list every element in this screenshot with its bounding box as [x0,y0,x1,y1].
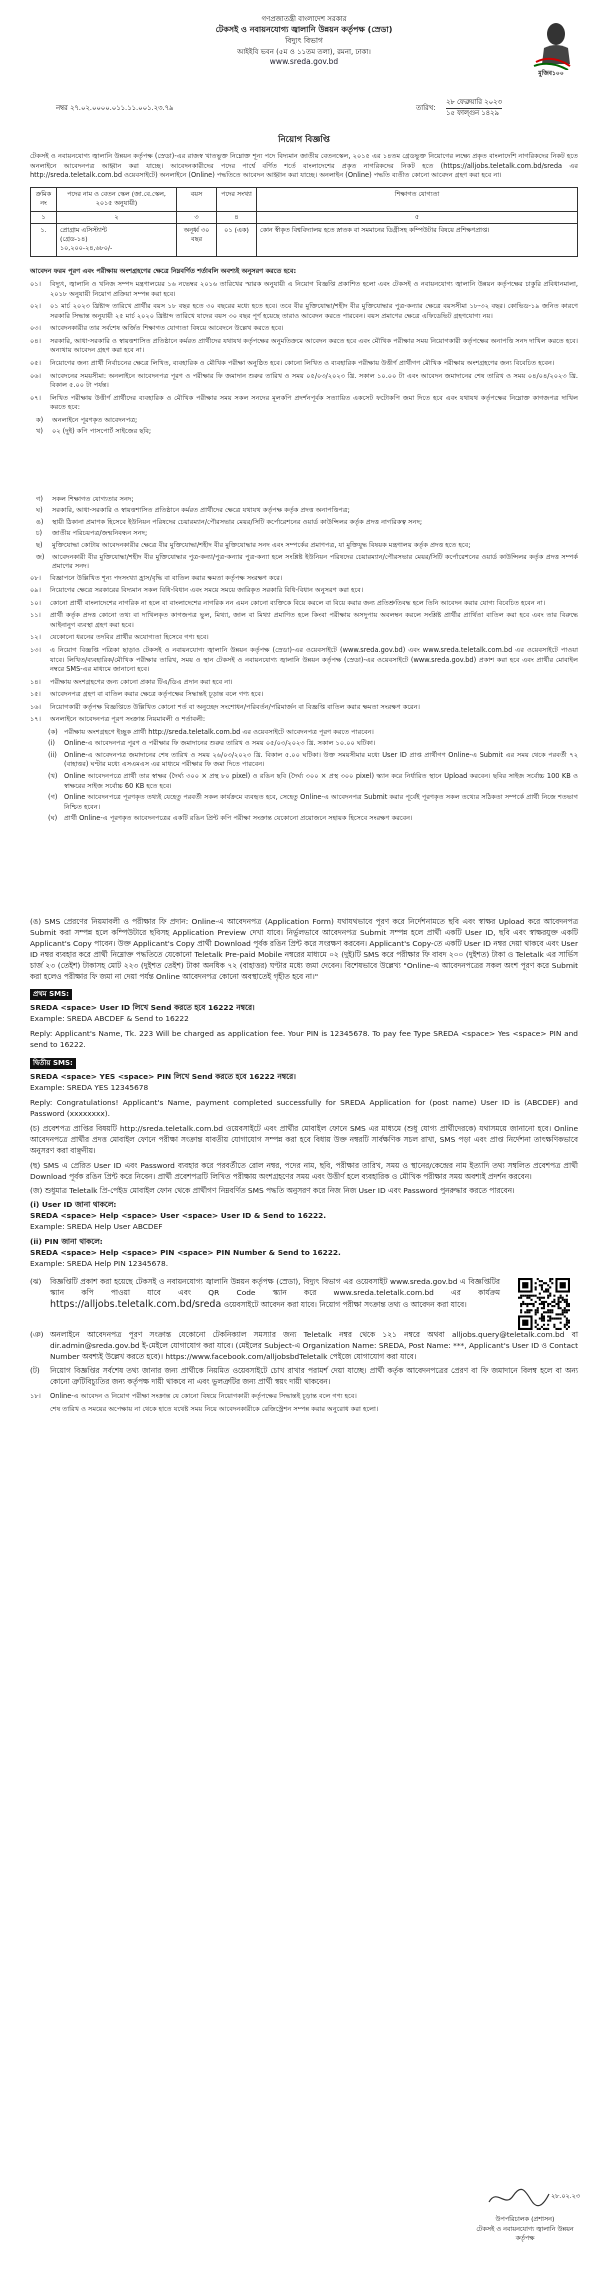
list-item [30,529,578,539]
item-text: প্রার্থী Online-এ পূরণকৃত আবেদনপত্রের একটি রঙিন প্রিন্ট কপি পরীক্ষা সংক্রান্ত যেকোনো প্রয়োজনে সহায়ক হিসেবে সংরক্ষণ করবেন। [64,814,413,823]
qr-section [30,1276,578,1312]
first-sms-label: প্রথম SMS: [30,989,72,1000]
table-header-row [31,187,578,211]
sms-section [30,916,578,1388]
recovery-user-id-code: SREDA <space> Help <space> User <space> User ID & Send to 16222. [30,1211,327,1220]
item-text: সরকারি, আধা-সরকারি ও স্বায়ত্তশাসিত প্রতিষ্ঠানে কর্মরত প্রার্থীদের যথাযথ কর্তৃপক্ষের অনুমতিক্রমে আবেদন করতে হবে এবং মৌখিক পরীক্ষার সময় নিয়োগকারী কর্তৃপক্ষের অনাপত্তি সনদ দাখিল করতে হবে। অন্যথায় আবেদন গ্রহণ করা হবে না। [50,336,578,355]
list-item [30,814,578,824]
qr-text-before: বিজ্ঞপ্তিটি প্রকাশ করা হয়েছে টেকসই ও নবায়নযোগ্য জ্বালানি উন্নয়ন কর্তৃপক্ষ (স্রেডা), বিদ্যুৎ বিভাগ এর ওয়েবসাইট www.sreda.gov.bd এ বিজ্ঞপ্তিটির স্ক্যান কপি পাওয়া যাবে এবং QR Code স্ক্যান করে www.sreda.teletalk.com.bd এর কার্যক্রম [50,1276,500,1297]
item-text: নিয়োগের জন্য প্রার্থী নির্বাচনের ক্ষেত্রে লিখিত, ব্যবহারিক ও মৌখিক পরীক্ষা অনুষ্ঠিত হবে। কোনো লিখিত ও ব্যবহারিক পরীক্ষায় উত্তীর্ণ প্রার্থীগণ মৌখিক পরীক্ষায় অংশগ্রহণের জন্য বিবেচিত হবেন। [50,359,555,368]
item-number: ০৩। [30,324,41,333]
item-number: ১৬। [30,702,41,711]
qr-code-icon[interactable] [518,1278,570,1330]
item-number: ১৭। [30,715,41,724]
item-number: ১৩। [30,645,41,654]
list-item [30,324,578,334]
list-item [30,793,578,812]
item-number: চ) [36,529,43,538]
col-count: পদের সংখ্যা [217,187,257,211]
item-text: সকল শিক্ষাগত যোগ্যতার সনদ; [52,494,134,503]
list-item [30,715,578,725]
blank-gap [30,439,578,495]
row-post [57,223,177,256]
item-number: (ট) [30,1366,40,1376]
second-sms-example: Example: SREDA YES 12345678 [30,1082,149,1092]
list-item [30,553,578,572]
conditions-list [30,280,578,413]
alljobs-link[interactable]: https://alljobs.teletalk.com.bd/sreda [50,1298,222,1310]
item-text: অনলাইনে পূরণকৃত আবেদনপত্র; [52,415,138,424]
qr-paragraph [30,1276,500,1312]
item-number: (i) [48,739,55,748]
col-number: ৪ [217,211,257,223]
item-text: স্থায়ী ঠিকানা প্রমাণক হিসেবে ইউনিয়ন পরিষদের চেয়ারম্যান/পৌরসভার মেয়র/সিটি কর্পোরেশনের ওয়ার্ড কাউন্সিলর কর্তৃক প্রদত্ত নাগরিকত্ব সনদ; [52,517,423,526]
list-item [30,728,578,738]
user-id-paragraph: (ছ) SMS এ প্রেরিত User ID এবং Password ব্যবহার করে পরবর্তীতে রোল নম্বর, পদের নাম, ছবি, পরীক্ষার তারিখ, সময় ও স্থানের/কেন্দ্রের নাম ইত্যাদি তথ্য সম্বলিত প্রবেশপত্র প্রার্থী Download পূর্বক রঙিন প্রিন্ট করে নিবেন। প্রার্থী প্রবেশপত্রটি লিখিত পরীক্ষায় অংশগ্রহণের সময় এবং উত্তীর্ণ হলে ব্যবহারিক ও মৌখিক পরীক্ষার সময় অবশ্যই প্রদর্শন করবেন। [30,1160,578,1181]
post-scale: ১০,২০০-২৪,৬৮০/- [60,244,113,253]
list-item [30,427,578,437]
col-serial: ক্রমিক নং [31,187,57,211]
item-number: ক) [36,415,44,424]
item-text: মুক্তিযোদ্ধা কোটায় আবেদনকারীর ক্ষেত্রে বীর মুক্তিযোদ্ধা/শহীদ বীর মুক্তিযোদ্ধার সনদ এবং সম্পর্কের প্রমাণপত্র, যা মুক্তিযুদ্ধ বিষয়ক মন্ত্রণালয় কর্তৃক প্রদত্ত হতে হবে; [52,541,471,550]
col-qualification: শিক্ষাগত যোগ্যতা [257,187,578,211]
item-number: জ) [36,552,45,561]
item-text: লিখিত পরীক্ষায় উত্তীর্ণ প্রার্থীদের ব্যবহারিক ও মৌখিক পরীক্ষার সময় সকল সনদের মূলকপি প্রদর্শনপূর্বক সত্যায়িত একসেট ফটোকপি জমা দিতে হবে এবং যথাযথ কর্তৃপক্ষের নিম্নোক্ত কাগজপত্র দাখিল করতে হবে: [50,393,578,412]
list-item [30,574,578,584]
list-item [30,359,578,369]
item-number: (ক) [48,727,58,736]
item-text: বিদ্যুৎ, জ্বালানি ও খনিজ সম্পদ মন্ত্রণালয়ের ১৬ নভেম্বর ২০১৬ তারিখের স্মারক অনুযায়ী এ নিয়োগ বিজ্ঞপ্তি প্রকাশিত হলো এবং টেকসই ও নবায়নযোগ্য জ্বালানি উন্নয়ন কর্তৃপক্ষের চাকুরি প্রবিধানমালা, ২০১৮ অনুযায়ী নিয়োগ প্রক্রিয়া সম্পন্ন করা হবে। [50,280,578,298]
col-number: ১ [31,211,57,223]
list-item [30,703,578,713]
closing-note: শেষ তারিখ ও সময়ের অপেক্ষায় না থেকে হাতে যথেষ্ট সময় নিয়ে আবেদনকারীকে রেজিস্ট্রেশন সম্পন্ন করার অনুরোধ করা হলো। [50,1405,379,1414]
item-text: Online আবেদনপত্রে পূরণকৃত তথ্যই যেহেতু পরবর্তী সকল কার্যক্রমে ব্যবহৃত হবে, সেহেতু Online-এ আবেদনপত্র Submit করার পূর্বেই পূরণকৃত সকল তথ্যের সঠিকতা সম্পর্কে প্রার্থী নিজে শতভাগ নিশ্চিত হবেন। [64,793,578,811]
condition-7-more [30,495,578,572]
post-grade: (গ্রেড-১৪) [60,235,88,244]
recovery-pin-heading: (ii) PIN জানা থাকলে: [30,1237,103,1247]
item-text: Online-এ আবেদনপত্র পূরণ ও পরীক্ষার ফি জমাদানের শুরুর তারিখ ও সময় ০৫/০৩/২০২৩ খ্রি. সকাল ১০.০০ ঘটিকা। [64,739,376,748]
item-number: ১০। [30,598,41,607]
qr-text-after: ওয়েবসাইটে আবেদন করা যাবে। নিয়োগ পরীক্ষা সংক্রান্ত তথ্য ও আবেদন করা যাবে। [223,1299,467,1309]
reference-row [30,98,578,124]
item-number: খ) [36,427,43,436]
col-post: পদের নাম ও বেতন স্কেল (জা.বে.স্কেল, ২০১৫ অনুযায়ী) [57,187,177,211]
item-number: ঙ) [36,517,44,526]
notice-title: নিয়োগ বিজ্ঞপ্তি [278,135,330,145]
intro-paragraph: টেকসই ও নবায়নযোগ্য জ্বালানি উন্নয়ন কর্তৃপক্ষ (স্রেডা)-এর রাজস্ব খাতভুক্ত নিম্নোক্ত শূন্য পদে বিদ্যমান জাতীয় বেতনস্কেল, ২০১৫ এর ১৪তম গ্রেডভুক্ত নিয়োগের লক্ষ্যে প্রকৃত বাংলাদেশি নাগরিকদের নিকট হতে অনলাইনে আবেদনপত্র আহ্বান করা যাচ্ছে। আবেদনকারীদের পদের পার্শ্বে বর্ণিত শর্তে বাংলাদেশের প্রকৃত নাগরিকদের নিকট হতে (https://alljobs.teletalk.com.bd/sreda এর http://sreda.teletalk.com.bd ওয়েবসাইটে) অনলাইনে (Online) পদ্ধতিতে আবেদন আহ্বান করা যাচ্ছে। অনলাইন (Online) পদ্ধতি ব্যতীত কোনো আবেদন গ্রহণ করা হবে না। [30,152,578,180]
conditions-list-2 [30,574,578,725]
col-number: ৫ [257,211,578,223]
recovery-user-id-example: Example: SREDA Help User ABCDEF [30,1222,163,1232]
condition-18-text: Online-এ আবেদন ও নিয়োগ পরীক্ষা সংক্রান্ত যে কোনো বিষয়ে নিয়োগকারী কর্তৃপক্ষের সিদ্ধান্তই চূড়ান্ত বলে গণ্য হবে। [50,1391,357,1400]
item-number: (ঘ) [48,814,58,823]
recovery-paragraph: (জ) শুধুমাত্র Teletalk প্রি-পেইড মোবাইল ফোন থেকে প্রার্থীগণ নিম্নবর্ণিত SMS পদ্ধতি অনুসরণ করে নিজ নিজ User ID এবং Password পুনরুদ্ধার করতে পারবেন। [30,1185,515,1195]
col-number: ২ [57,211,177,223]
list-item [30,633,578,643]
item-number: ১৮। [30,1391,41,1400]
final-text: নিয়োগ বিজ্ঞপ্তির সর্বশেষ তথ্য জানার জন্য প্রার্থীকে নিয়মিত ওয়েবসাইটে চোখ রাখার পরামর্শ দেয়া যাচ্ছে। প্রার্থী কর্তৃক আবেদনপত্রের প্রেরণ বা ফি জমাদানে বিলম্ব হলে বা অন্য কোনো ত্রুটিবিচ্যুতির জন্য কর্তৃপক্ষ দায়ী থাকবে না এবং ভুলত্রুটির জন্য প্রার্থী স্বয়ং দায়ী থাকবেন। [50,1366,578,1387]
item-number: ১১। [30,611,41,620]
item-text: নিয়োগকারী কর্তৃপক্ষ বিজ্ঞপ্তিতে উল্লিখিত কোনো শর্ত বা অনুচ্ছেদ সংশোধন/পরিবর্তন/পরিমার্জন বা বিজ্ঞপ্তি বাতিল করার ক্ষমতা সংরক্ষণ করেন। [50,702,420,711]
item-text: আবেদনকারী বীর মুক্তিযোদ্ধা/শহীদ বীর মুক্তিযোদ্ধার পুত্র-কন্যা/পুত্র-কন্যার পুত্র-কন্যা হলে সংশ্লিষ্ট ইউনিয়ন পরিষদের চেয়ারম্যান/পৌরসভার মেয়র/সিটি কর্পোরেশনের ওয়ার্ড কাউন্সিলর কর্তৃক প্রদত্ত সম্পর্ক প্রমাণের সনদ। [52,552,578,571]
col-age: বয়স [177,187,217,211]
list-item [30,751,578,770]
item-number: (ঞ) [30,1330,44,1340]
second-sms-reply: Reply: Congratulations! Applicant's Name, payment completed successfully for SREDA Application for (post name) User ID is (ABCDEF) and Password (xxxxxxxx). [30,1098,578,1119]
list-item [30,394,578,413]
recovery-user-id-heading: (i) User ID জানা থাকলে: [30,1199,117,1209]
recovery-pin-code: SREDA <space> Help <space> PIN <space> PIN Number & Send to 16222. [30,1248,341,1258]
logo-caption: মুজিব১০০ [538,70,564,77]
item-number: ০৭। [30,393,41,402]
item-number: ১২। [30,633,41,642]
condition-7-sublist [30,416,578,437]
first-sms-reply: Reply: Applicant's Name, Tk. 223 Will be charged as application fee. Your PIN is 12345678. To pay fee Type SREDA <space> Yes <space> PIN and send to 16222. [30,1029,578,1050]
item-text: পরীক্ষায় অংশগ্রহণে ইচ্ছুক প্রার্থী http://sreda.teletalk.com.bd এর ওয়েবসাইটে আবেদনপত্র পূরণ করতে পারবেন। [64,727,374,736]
col-number: ৩ [177,211,217,223]
item-text: Online আবেদনপত্রে প্রার্থী তার স্বাক্ষর (দৈর্ঘ্য ৩০০ × প্রস্থ ৮০ pixel) ও রঙিন ছবি (দৈর্ঘ্য ৩০০ × প্রস্থ ৩০০ pixel) স্ক্যান করে নির্ধারিত স্থানে Upload করবেন। ছবির সাইজ সর্বোচ্চ 100 KB ও স্বাক্ষরের সাইজ সর্বোচ্চ 60 KB হতে হবে। [64,771,578,790]
table-row [31,223,578,256]
item-number: ১৫। [30,690,41,699]
row-serial: ১. [31,223,57,256]
list-item [30,690,578,700]
mujib-100-logo-icon [530,18,574,70]
second-sms-label: দ্বিতীয় SMS: [30,1058,76,1069]
item-text: পরীক্ষায় অংশগ্রহণের জন্য কোনো প্রকার টিএ/ডিএ প্রদান করা হবে না। [50,677,233,686]
row-age: অনূর্ধ্ব ৩০ বছর [177,223,217,256]
item-number: ১৪। [30,677,41,686]
item-text: Online-এ আবেদনপত্র জমাদানের শেষ তারিখ ও সময় ২৬/০৩/২০২৩ খ্রি. বিকাল ৫.০০ ঘটিকা। উক্ত সময়সীমার মধ্যে User ID প্রাপ্ত প্রার্থীগণ Online-এ Submit এর সময় থেকে পরবর্তী ৭২ (বাহাত্তর) ঘণ্টার মধ্যে এসএমএস এর মাধ্যমে পরীক্ষার ফি জমা দিতে পারবেন। [64,750,578,769]
blank-gap [30,826,578,916]
date-block [446,98,502,118]
conditions-heading: আবেদন ফরম পূরণ এবং পরীক্ষায় অংশগ্রহণের ক্ষেত্রে নিম্নবর্ণিত শর্তাবলি অবশ্যই অনুসরণ করতে হবে: [30,266,297,275]
list-item [30,678,578,688]
condition-18 [30,1392,578,1402]
list-item [30,337,578,356]
item-number: (ii) [48,750,57,759]
item-text: কোনো প্রার্থী বাংলাদেশের নাগরিক না হলে বা বাংলাদেশের নাগরিক নন এমন কোনো ব্যক্তিকে বিয়ে করলে বা বিয়ে করার জন্য প্রতিশ্রুতিবদ্ধ হলে তিনি আবেদন করার যোগ্য বিবেচিত হবেন না। [50,598,546,607]
admit-card-paragraph: (চ) প্রবেশপত্র প্রাপ্তির বিষয়টি http://sreda.teletalk.com.bd ওয়েবসাইটে এবং প্রার্থীর মোবাইল ফোনে SMS এর মাধ্যমে (শুধু যোগ্য প্রার্থীদেরকে) যথাসময়ে জানানো হবে। Online আবেদনপত্রে প্রার্থীর প্রদত্ত মোবাইল ফোনে পরীক্ষা সংক্রান্ত যাবতীয় যোগাযোগ সম্পন্ন করা হবে বিধায় উক্ত নম্বরটি সার্বক্ষণিক সচল রাখা, SMS পড়া এবং প্রাপ্ত নির্দেশনা তাৎক্ষণিকভাবে অনুসরণ করা বাঞ্ছনীয়। [30,1124,578,1156]
list-item [30,506,578,516]
item-text: যেকোনো ধরনের তদবির প্রার্থীর অযোগ্যতা হিসেবে গণ্য হবে। [50,633,209,642]
website[interactable]: www.sreda.gov.bd [269,56,339,66]
item-number: (গ) [48,793,58,802]
item-number: ০৪। [30,336,41,345]
division-name: বিদ্যুৎ বিভাগ [285,35,323,45]
item-number: ঘ) [36,506,43,515]
signatory-org: টেকসই ও নবায়নযোগ্য জ্বালানি উন্নয়ন কর্তৃপক্ষ [476,2224,574,2242]
item-number: ০৮। [30,573,41,582]
signature-date: ২৮.০২.২৩ [551,2192,580,2200]
item-number: (ঝ) [30,1276,42,1286]
help-text: অনলাইনে আবেদনপত্র পূরণ সংক্রান্ত যেকোনো টেকনিক্যাল সমস্যার জন্য Teletalk নম্বর থেকে ১২১ নম্বরে অথবা alljobs.query@teletalk.com.bd বা dir.admin@sreda.gov.bd ই-মেইলে যোগাযোগ করা যাবে। (মেইলের Subject-এ Organization Name: SREDA, Post Name: ***, Applicant's User ID ও Contact Number অবশ্যই উল্লেখ করতে হবে)। https://www.facebook.com/alljobsbdTeletalk পেইজে যোগাযোগ করা যাবে। [50,1330,578,1362]
item-text: আবেদনের সময়সীমা: অনলাইনে আবেদনপত্র পূরণ ও পরীক্ষার ফি জমাদান শুরুর তারিখ ও সময় ০৫/০৩/২০২৩ খ্রি. সকাল ১০.০০ টা এবং আবেদন জমাদানের শেষ তারিখ ও সময় ০৪/০৪/২০২৩ খ্রি. বিকাল ৫.০০ টা পর্যন্ত। [50,371,578,390]
item-text: এ নিয়োগ বিজ্ঞপ্তি পত্রিকা ছাড়াও টেকসই ও নবায়নযোগ্য জ্বালানি উন্নয়ন কর্তৃপক্ষ (স্রেডা)-এর ওয়েবসাইটে (www.sreda.gov.bd) এবং www.sreda.teletalk.com.bd এর ওয়েবসাইটে পাওয়া যাবে। লিখিত/ব্যবহারিক/মৌখিক পরীক্ষার তারিখ, সময় ও স্থান টেকসই ও নবায়নযোগ্য জ্বালানি উন্নয়ন কর্তৃপক্ষ (স্রেডা)-এর ওয়েবসাইটে (www.sreda.gov.bd) প্রকাশ করা হবে এবং প্রার্থীর মোবাইল নম্বরে SMS-এর মাধ্যমে জানানো হবে। [50,645,578,674]
first-sms-code: SREDA <space> User ID লিখে Send করতে হবে 16222 নম্বরে। [30,1002,255,1012]
list-item [30,280,578,299]
list-item [30,646,578,675]
letterhead [30,14,578,92]
recovery-pin-example: Example: SREDA Help PIN 12345678. [30,1259,169,1269]
list-item [30,772,578,791]
online-rules-list [30,728,578,824]
org-name: টেকসই ও নবায়নযোগ্য জ্বালানি উন্নয়ন কর্তৃপক্ষ (স্রেডা) [215,25,393,35]
item-number: ০৯। [30,586,41,595]
list-item [30,611,578,630]
list-item [30,586,578,596]
list-item [30,416,578,426]
list-item [30,372,578,391]
date-bangla-calendar: ১৫ ফাল্গুন ১৪২৯ [446,109,499,118]
item-number: ০৬। [30,371,41,380]
date-label: তারিখ: [416,104,436,112]
item-number: (খ) [48,771,58,780]
list-item [30,599,578,609]
list-item [30,518,578,528]
help-paragraph [30,1329,578,1362]
item-text: নিয়োগের ক্ষেত্রে সরকারের বিদ্যমান সকল বিধি-বিধান এবং সময়ে সময়ে জারিকৃত সরকারি বিধি-বিধান অনুসরণ করা হবে। [50,586,364,595]
row-count: ০১ (এক) [217,223,257,256]
first-sms-example: Example: SREDA ABCDEF & Send to 16222 [30,1013,189,1023]
table-number-row [31,211,578,223]
item-number: ০২। [30,302,41,311]
item-text: বিজ্ঞাপনে উল্লিখিত শূন্য পদসংখ্যা হ্রাস/বৃদ্ধি বা বাতিল করার ক্ষমতা কর্তৃপক্ষ সংরক্ষণ করে। [50,573,283,582]
posts-table [30,187,578,257]
list-item [30,739,578,749]
signature-block [470,2186,580,2243]
item-text: প্রার্থী কর্তৃক প্রদত্ত কোনো তথ্য বা দাখিলকৃত কাগজপত্র ভুল, মিথ্যা, জাল বা মিথ্যা প্রমাণিত হলে কিংবা পরীক্ষায় অসদুপায় অবলম্বন করলে সংশ্লিষ্ট প্রার্থীর প্রার্থিতা বাতিল করা হবে এবং তার বিরুদ্ধে আইনানুগ ব্যবস্থা গ্রহণ করা হবে। [50,611,578,629]
address: আইইবি ভবন (৫ম ও ১১তম তলা), রমনা, ঢাকা। [237,47,371,56]
item-text: অনলাইনে আবেদনপত্র পূরণ সংক্রান্ত নিয়মাবলী ও শর্তাবলী: [50,715,206,724]
item-text: সরকারি, আধা-সরকারি ও স্বায়ত্তশাসিত প্রতিষ্ঠানে কর্মরত প্রার্থীদের ক্ষেত্রে যথাযথ কর্তৃপক্ষ কর্তৃক প্রদত্ত অনাপত্তিপত্র; [52,506,350,515]
item-number: গ) [36,494,43,503]
date-bangla: ২৮ ফেব্রুয়ারি ২০২৩ [446,98,502,109]
memo-number: নম্বর ২৭.০২.০০০০.০১১.১১.০০১.২৩.৭৯ [56,104,174,112]
item-text: আবেদনপত্র গ্রহণ বা বাতিল করার ক্ষেত্রে কর্তৃপক্ষের সিদ্ধান্তই চূড়ান্ত বলে গণ্য হবে। [50,690,264,699]
list-item [30,302,578,321]
item-text: ০১ মার্চ ২০২৩ খ্রিষ্টাব্দ তারিখে প্রার্থীর বয়স ১৮ বছর হতে ৩০ বছরের মধ্যে হতে হবে। তবে বীর মুক্তিযোদ্ধা/শহীদ বীর মুক্তিযোদ্ধার পুত্র-কন্যার ক্ষেত্রে বয়সসীমা ১৮-৩২ বছর। কোভিড-১৯ জনিত কারণে সরকারি সিদ্ধান্ত অনুযায়ী ২৫ মার্চ ২০২০ খ্রিষ্টাব্দ তারিখে যাদের বয়স ৩০ বছর পূর্ণ হয়েছে তারাও আবেদন করতে পারবেন। বয়স প্রমাণের ক্ষেত্রে এফিডেভিট গ্রহণযোগ্য নয়। [50,302,578,320]
list-item [30,495,578,505]
item-number: ০১। [30,280,41,289]
row-qualification: কোন স্বীকৃত বিশ্ববিদ্যালয় হতে স্নাতক বা সমমানের ডিগ্রীসহ কম্পিউটার বিষয়ে প্রশিক্ষণপ্রাপ্ত। [257,223,578,256]
second-sms-code: SREDA <space> YES <space> PIN লিখে Send করতে হবে 16222 নম্বরে। [30,1071,296,1081]
sms-intro: (ঙ) SMS প্রেরণের নিয়মাবলী ও পরীক্ষার ফি প্রদান: Online-এ আবেদনপত্র (Application Form) যথাযথভাবে পূরণ করে নির্দেশনামতে ছবি এবং স্বাক্ষর Upload করে আবেদনপত্র Submit করা সম্পন্ন হলে কম্পিউটারে ছবিসহ Application Preview দেখা যাবে। নির্ভুলভাবে আবেদনপত্র Submit সম্পন্ন হলে প্রার্থী একটি User ID, ছবি এবং স্বাক্ষরযুক্ত একটি Applicant's Copy পাবেন। উক্ত Applicant's Copy প্রার্থী Download পূর্বক রঙিন প্রিন্ট করে সংরক্ষণ করবেন। Applicant's Copy-তে একটি User ID নম্বর দেয়া থাকবে এবং User ID নম্বর ব্যবহার করে প্রার্থী নিম্নোক্ত পদ্ধতিতে যেকোনো Teletalk Pre-paid Mobile নম্বরের মাধ্যমে ০২ (দুই)টি SMS করে পরীক্ষার ফি বাবদ ২০০ (দুইশত) টাকা ও Teletalk এর সার্ভিস চার্জ ২৩ (তেইশ) টাকাসহ মোট ২২৩ (দুইশত তেইশ) টাকা অনধিক ৭২ (বাহাত্তর) ঘণ্টার মধ্যে জমা দেবেন। বিশেষভাবে উল্লেখ্য "Online-এ আবেদনপত্রের সকল অংশ পূরণ করে Submit করা হলেও পরীক্ষার ফি জমা না দেয়া পর্যন্ত Online আবেদনপত্র কোনো অবস্থাতেই গৃহীত হবে না।" [30,916,578,982]
signatory-title: উপপরিচালক (প্রশাসন) [495,2215,555,2224]
item-number: ০৫। [30,359,41,368]
post-name: প্রোগ্রাম এসিস্ট্যান্ট [60,225,107,234]
item-text: ০২ (দুই) কপি পাসপোর্ট সাইজের ছবি; [52,427,152,436]
item-number: ছ) [36,541,43,550]
govt-line: গণপ্রজাতন্ত্রী বাংলাদেশ সরকার [261,15,347,23]
blank-gap [30,1315,578,1329]
item-text: জাতীয় পরিচয়পত্র/জন্মনিবন্ধন সনদ; [52,529,148,538]
final-paragraph [30,1365,578,1387]
list-item [30,541,578,551]
item-text: আবেদনকারীর তার সর্বশেষ অর্জিত শিক্ষাগত যোগ্যতা বিষয়ে আবেদনে উল্লেখ করতে হবে। [50,324,284,333]
